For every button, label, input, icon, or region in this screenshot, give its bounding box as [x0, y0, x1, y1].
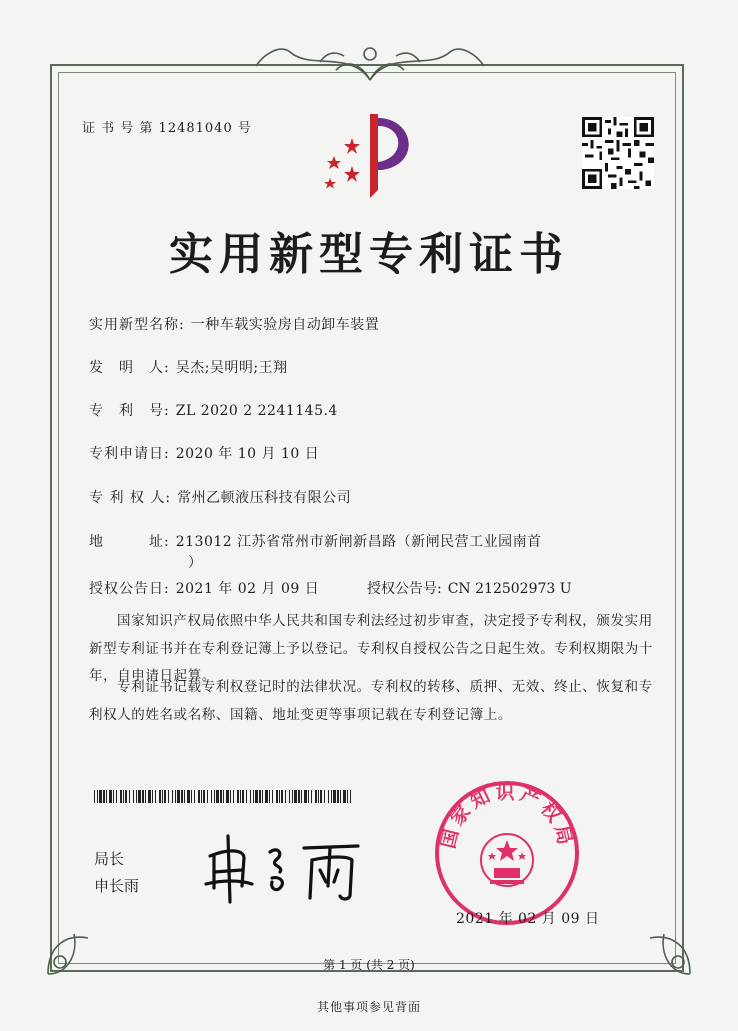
field-patent-holder [89, 487, 351, 507]
certificate-number-value: 12481040 [158, 121, 233, 136]
field-label: 实用新型名称: [89, 317, 185, 333]
field-value: 213012 江苏省常州市新闸新昌路（新闸民营工业园南首 [175, 534, 542, 550]
certificate-number [82, 117, 252, 136]
field-patent-number [89, 400, 338, 420]
field-value: 常州乙顿液压科技有限公司 [177, 490, 352, 506]
field-application-date [89, 443, 319, 463]
field-address-continuation: ） [188, 555, 202, 571]
top-ornament-icon [250, 40, 490, 86]
page-number: 第 1 页 (共 2 页) [323, 958, 415, 972]
field-announcement-number [367, 578, 572, 598]
field-value: 一种车载实验房自动卸车装置 [190, 317, 380, 333]
director-name: 申长雨 [94, 877, 140, 895]
field-inventor [89, 357, 288, 377]
qr-code-icon [582, 117, 654, 189]
field-value: 吴杰;吴明明;王翔 [175, 360, 288, 376]
cnipa-logo-icon [312, 108, 432, 200]
certificate-title: 实用新型专利证书 [169, 229, 569, 280]
field-label: 专利申请日: [89, 446, 170, 462]
field-label: 发 明 人: [89, 360, 170, 376]
field-grant-date [89, 578, 319, 598]
certificate-number-suffix: 号 [237, 121, 252, 136]
field-label: 授权公告日: [89, 581, 170, 597]
field-value: 2021 年 02 月 09 日 [175, 581, 320, 597]
signature-icon [200, 826, 370, 906]
official-seal-icon [432, 778, 582, 928]
footer-note: 其他事项参见背面 [316, 1000, 421, 1014]
statement-paragraph: 国家知识产权局依照中华人民共和国专利法经过初步审查，决定授予专利权，颁发实用新型专利证书并在专利登记簿上予以登记。专利权自授权公告之日起生效。专利权期限为十年，自申请日起算。 [89, 613, 653, 684]
field-label: 专 利 号: [89, 403, 170, 419]
field-label: 地 址: [89, 534, 170, 550]
field-value: 2020 年 10 月 10 日 [175, 446, 320, 462]
barcode-icon [94, 790, 356, 803]
seal-date: 2021 年 02 月 09 日 [456, 911, 600, 927]
field-label: 授权公告号: [367, 581, 442, 597]
seal-text: 国家知识产权局 [437, 781, 577, 851]
statement-paragraph: 专利证书记载专利权登记时的法律状况。专利权的转移、质押、无效、终止、恢复和专利权人的姓名或名称、国籍、地址变更等事项记载在专利登记簿上。 [89, 679, 653, 723]
director-title: 局长 [94, 850, 125, 868]
certificate-number-label: 证 书 号 第 [82, 121, 154, 136]
field-label: 专 利 权 人: [89, 490, 172, 506]
field-address [89, 531, 542, 551]
field-utility-model-name [89, 314, 379, 334]
field-value: CN 212502973 U [447, 581, 572, 597]
field-value: ZL 2020 2 2241145.4 [175, 403, 338, 419]
